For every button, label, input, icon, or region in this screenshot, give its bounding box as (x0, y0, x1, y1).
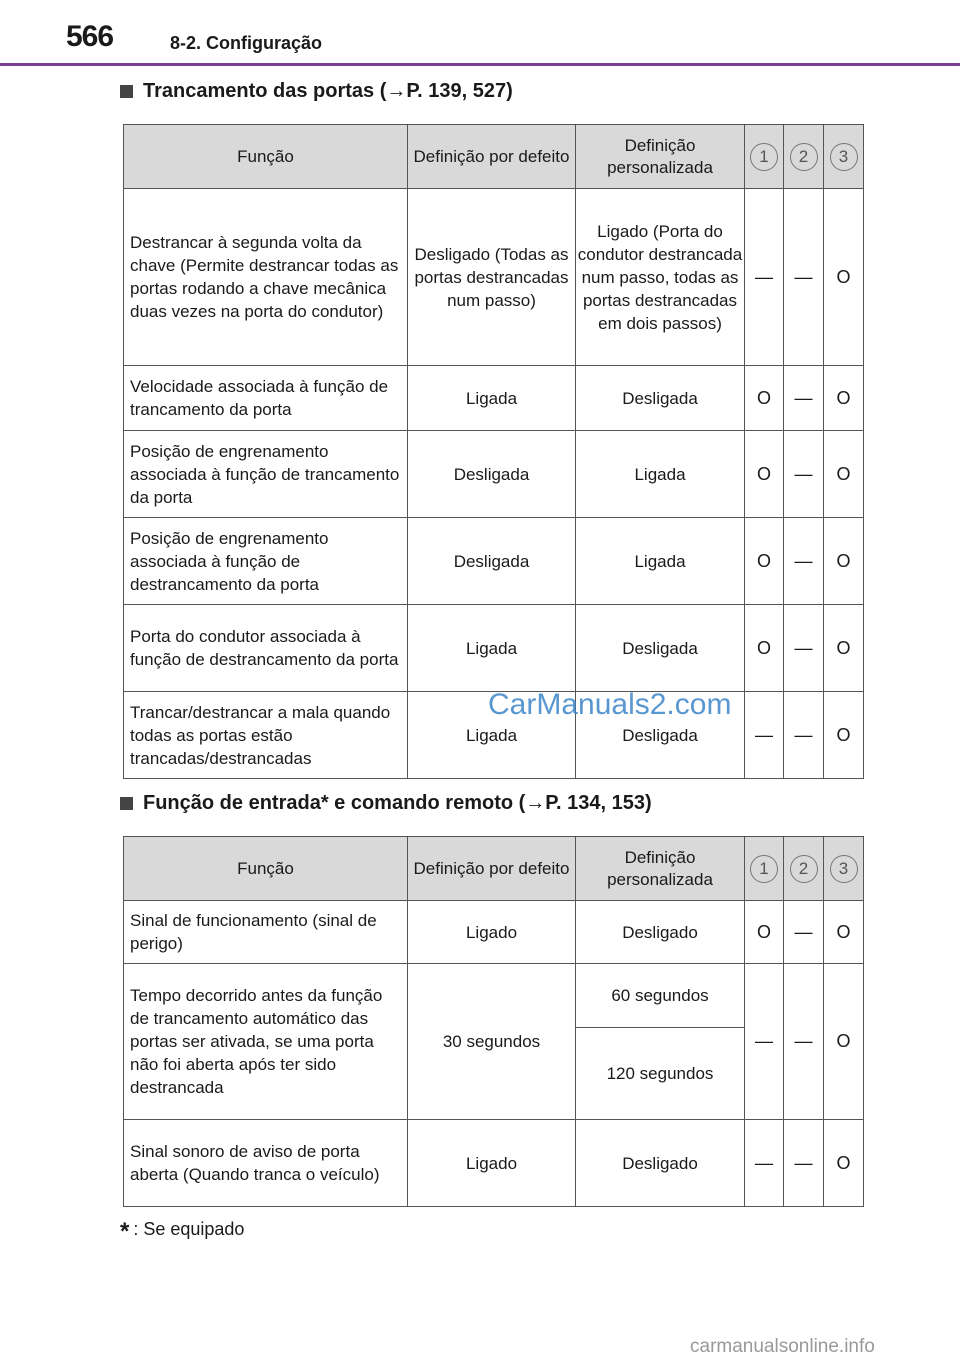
cell-mark-2: — (784, 366, 824, 431)
section-title-text: Trancamento das portas (→P. 139, 527) (143, 80, 513, 102)
footnote (120, 1218, 244, 1246)
cell-mark-1: O (745, 366, 784, 431)
cell-func: Posição de engrenamento associada à função de trancamento da porta (124, 431, 408, 518)
cell-default: Desligada (408, 518, 576, 605)
cell-default: Ligada (408, 692, 576, 779)
col-header-1 (745, 837, 784, 901)
cell-custom: Desligada (576, 605, 745, 692)
col-header-custom: Definição personalizada (576, 837, 745, 901)
watermark: CarManuals2.com (488, 688, 732, 721)
cell-custom-a: 60 segundos (576, 964, 745, 1028)
table-header-row (124, 125, 864, 189)
square-bullet-icon (120, 85, 133, 98)
cell-mark-2: — (784, 189, 824, 366)
cell-func: Sinal de funcionamento (sinal de perigo) (124, 901, 408, 964)
section-title-text: Função de entrada* e comando remoto (→P. 134, 153) (143, 792, 652, 814)
table-row (124, 189, 864, 366)
cell-mark-1: O (745, 901, 784, 964)
table-row (124, 605, 864, 692)
chapter-title: 8-2. Configuração (170, 33, 323, 53)
page-number: 566 (66, 20, 114, 53)
cell-custom-b: 120 segundos (576, 1028, 745, 1120)
cell-mark-2: — (784, 964, 824, 1120)
page-header (0, 0, 960, 66)
cell-mark-2: — (784, 692, 824, 779)
cell-custom: Ligada (576, 518, 745, 605)
cell-default: Ligada (408, 605, 576, 692)
cell-mark-3: O (824, 431, 864, 518)
col-header-default: Definição por defeito (408, 837, 576, 901)
cell-mark-3: O (824, 605, 864, 692)
col-header-func: Função (124, 837, 408, 901)
table-row (124, 1120, 864, 1207)
cell-mark-2: — (784, 605, 824, 692)
circled-number: 1 (750, 143, 778, 171)
table-row (124, 964, 864, 1028)
cell-func: Porta do condutor associada à função de destrancamento da porta (124, 605, 408, 692)
cell-mark-1: O (745, 518, 784, 605)
cell-mark-1: — (745, 1120, 784, 1207)
cell-custom: Desligada (576, 692, 745, 779)
asterisk-mark: * (120, 1218, 130, 1245)
col-header-default: Definição por defeito (408, 125, 576, 189)
cell-mark-1: — (745, 692, 784, 779)
col-header-func: Função (124, 125, 408, 189)
col-header-2 (784, 837, 824, 901)
door-locking-table (123, 124, 864, 779)
cell-mark-3: O (824, 901, 864, 964)
table-header-row (124, 837, 864, 901)
entry-remote-table (123, 836, 864, 1207)
circled-number: 1 (750, 855, 778, 883)
cell-func: Posição de engrenamento associada à função de destrancamento da porta (124, 518, 408, 605)
table-row (124, 366, 864, 431)
cell-mark-1: O (745, 605, 784, 692)
cell-mark-2: — (784, 431, 824, 518)
cell-default: Desligada (408, 431, 576, 518)
cell-mark-3: O (824, 692, 864, 779)
circled-number: 2 (790, 143, 818, 171)
cell-mark-3: O (824, 189, 864, 366)
cell-func: Trancar/destrancar a mala quando todas as portas estão trancadas/destrancadas (124, 692, 408, 779)
cell-mark-1: — (745, 189, 784, 366)
cell-mark-3: O (824, 964, 864, 1120)
circled-number: 3 (830, 855, 858, 883)
cell-custom: Ligado (Porta do condutor destrancada num passo, todas as portas destrancadas em dois passos) (576, 189, 745, 366)
table-row (124, 431, 864, 518)
cell-mark-2: — (784, 901, 824, 964)
col-header-2 (784, 125, 824, 189)
cell-mark-2: — (784, 1120, 824, 1207)
cell-default: Ligada (408, 366, 576, 431)
circled-number: 2 (790, 855, 818, 883)
cell-func: Sinal sonoro de aviso de porta aberta (Quando tranca o veículo) (124, 1120, 408, 1207)
cell-default: 30 segundos (408, 964, 576, 1120)
cell-func: Tempo decorrido antes da função de trancamento automático das portas ser ativada, se uma porta não foi aberta após ter sido destrancada (124, 964, 408, 1120)
cell-mark-1: — (745, 964, 784, 1120)
cell-default: Ligado (408, 1120, 576, 1207)
cell-custom: Desligada (576, 366, 745, 431)
col-header-3 (824, 125, 864, 189)
cell-mark-2: — (784, 518, 824, 605)
table-row (124, 518, 864, 605)
col-header-1 (745, 125, 784, 189)
table-row (124, 901, 864, 964)
cell-custom: Desligado (576, 901, 745, 964)
cell-default: Ligado (408, 901, 576, 964)
section-title-entry-remote (120, 792, 652, 815)
cell-mark-3: O (824, 366, 864, 431)
cell-mark-3: O (824, 1120, 864, 1207)
section-title-door-locking (120, 80, 513, 103)
cell-func: Destrancar à segunda volta da chave (Permite destrancar todas as portas rodando a chave mecânica duas vezes na porta do condutor) (124, 189, 408, 366)
cell-mark-1: O (745, 431, 784, 518)
square-bullet-icon (120, 797, 133, 810)
cell-func: Velocidade associada à função de trancamento da porta (124, 366, 408, 431)
footer-watermark: carmanualsonline.info (690, 1336, 875, 1357)
header-rule (0, 63, 960, 66)
footnote-text: : Se equipado (133, 1219, 245, 1239)
cell-custom: Ligada (576, 431, 745, 518)
col-header-3 (824, 837, 864, 901)
cell-default: Desligado (Todas as portas destrancadas num passo) (408, 189, 576, 366)
circled-number: 3 (830, 143, 858, 171)
cell-mark-3: O (824, 518, 864, 605)
cell-custom: Desligado (576, 1120, 745, 1207)
col-header-custom: Definição personalizada (576, 125, 745, 189)
